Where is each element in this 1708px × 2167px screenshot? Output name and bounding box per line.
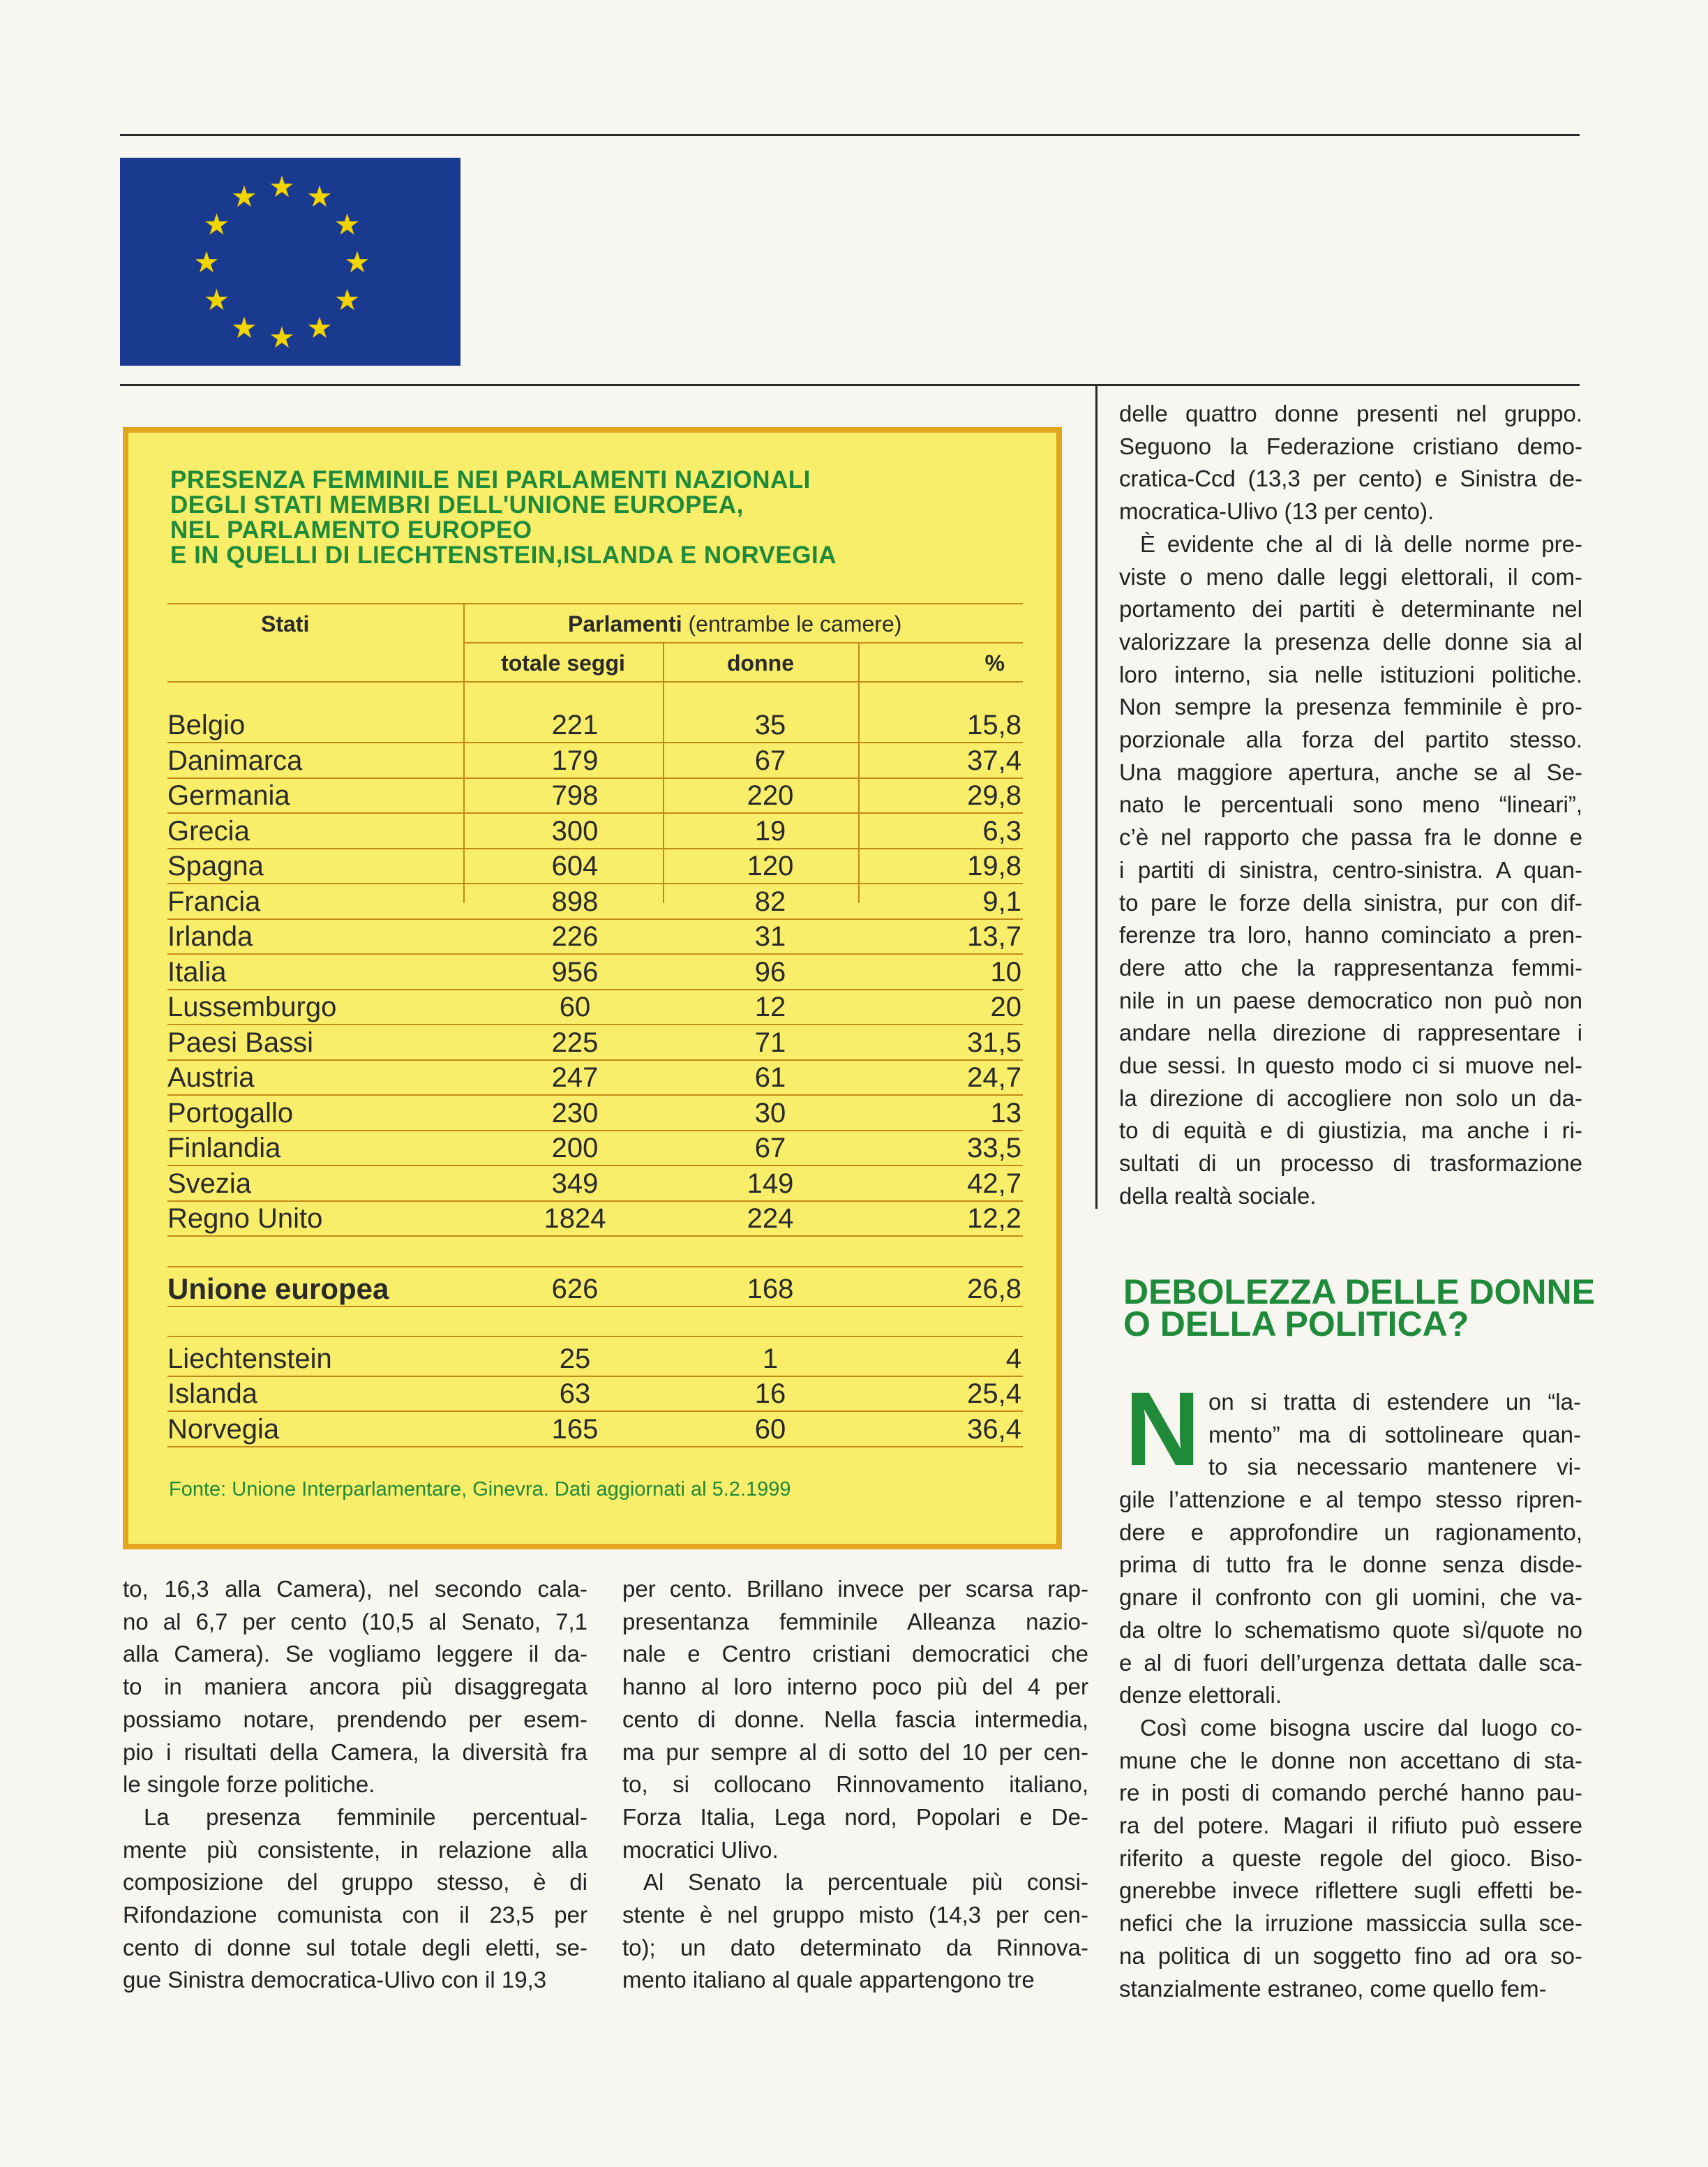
- table-title: [170, 468, 1028, 568]
- text-line: on si tratta di estendere un “la-: [1208, 1389, 1581, 1415]
- table-cell-pct: 20: [990, 992, 1021, 1022]
- table-cell-pct: 13: [990, 1097, 1021, 1129]
- header-parlamenti-note: (entrambe le camere): [688, 611, 902, 636]
- table-cell-pct: 4: [1005, 1343, 1021, 1374]
- text-line: ferenze tra loro, hanno cominciato a pren-: [1119, 922, 1582, 948]
- drop-cap-paragraph: [1208, 1386, 1581, 1484]
- table-title-line: E IN QUELLI DI LIECHTENSTEIN,ISLANDA E NORVEGIA: [170, 542, 837, 569]
- table-cell-donne: 168: [747, 1273, 794, 1304]
- text-line: Così come bisogna uscire dal luogo co-: [1140, 1714, 1582, 1741]
- table-rule: [463, 642, 1023, 643]
- table-cell-donne: 60: [754, 1413, 786, 1445]
- table-row: [128, 919, 1056, 954]
- table-cell-seggi: 63: [559, 1378, 591, 1409]
- table-row: [128, 1025, 1056, 1060]
- table-title-line: DEGLI STATI MEMBRI DELL'UNIONE EUROPEA,: [170, 491, 744, 519]
- table-title-line: NEL PARLAMENTO EUROPEO: [170, 516, 532, 544]
- table-cell-seggi: 247: [551, 1062, 599, 1093]
- table-cell-pct: 9,1: [982, 886, 1021, 917]
- text-line: to); un dato determinato da Rinnova-: [622, 1934, 1088, 1960]
- header-percent: %: [984, 650, 1005, 676]
- text-line: valorizzare la presenza delle donne sia al: [1119, 628, 1582, 655]
- table-cell-donne: 120: [747, 851, 794, 881]
- table-cell-stato: Svezia: [167, 1168, 252, 1199]
- table-cell-stato: Unione europea: [167, 1272, 389, 1305]
- article-column-3-bottom: [1119, 1484, 1582, 2005]
- table-row-rule: [167, 1446, 1023, 1447]
- text-line: composizione del gruppo stesso, è di: [123, 1869, 587, 1896]
- table-cell-pct: 19,8: [967, 851, 1021, 881]
- section-rule: [120, 384, 1580, 386]
- text-line: hanno al loro interno poco più del 4 per: [622, 1674, 1088, 1700]
- text-line: cento di donne. Nella fascia intermedia,: [622, 1706, 1088, 1732]
- text-line: due sessi. In questo modo ci si muove nel-: [1119, 1052, 1582, 1079]
- text-line: stanzialmente estraneo, come quello fem-: [1119, 1975, 1547, 2002]
- text-line: riferito a queste regole del gioco. Biso-: [1119, 1845, 1582, 1871]
- flag-star-icon: ★: [344, 246, 370, 278]
- table-cell-stato: Grecia: [167, 815, 250, 847]
- flag-star-icon: ★: [306, 180, 333, 214]
- flag-star-icon: ★: [334, 283, 361, 316]
- text-line: dere e approfondire un ragionamento,: [1119, 1519, 1582, 1545]
- table-cell-pct: 6,3: [982, 815, 1021, 847]
- table-cell-seggi: 604: [551, 851, 599, 881]
- text-line: sultati di un processo di trasformazione: [1119, 1150, 1582, 1177]
- flag-star-icon: ★: [193, 246, 220, 278]
- table-cell-donne: 16: [754, 1378, 786, 1409]
- text-line: dere atto che la rappresentanza femmi-: [1119, 954, 1582, 981]
- table-cell-seggi: 226: [551, 921, 599, 952]
- text-line: to sia necessario mantenere vi-: [1208, 1454, 1581, 1480]
- table-cell-stato: Spagna: [167, 851, 264, 881]
- table-row: [128, 955, 1056, 990]
- text-line: mente più consistente, in relazione alla: [123, 1836, 587, 1863]
- text-line: pio i risultati della Camera, la diversità fra: [123, 1738, 587, 1765]
- table-row-rule: [167, 1336, 1023, 1337]
- table-cell-donne: 67: [754, 745, 786, 776]
- table-row: [128, 814, 1056, 849]
- table-cell-stato: Germania: [167, 780, 290, 811]
- table-row: [128, 1341, 1056, 1376]
- table-cell-stato: Austria: [167, 1062, 255, 1093]
- text-line: gile l’attenzione e al tempo stesso ripren-: [1119, 1487, 1582, 1512]
- text-line: nato le percentuali sono meno “lineari”,: [1119, 791, 1582, 818]
- flag-star-icon: ★: [306, 311, 333, 344]
- table-cell-donne: 1: [762, 1343, 779, 1374]
- text-line: per cento. Brillano invece per scarsa rap-: [622, 1576, 1088, 1602]
- text-line: mento italiano al quale appartengono tre: [622, 1967, 1035, 1993]
- table-cell-donne: 71: [754, 1027, 786, 1058]
- text-line: ra del potere. Magari il rifiuto può essere: [1119, 1812, 1582, 1839]
- table-row: [128, 708, 1056, 743]
- table-row: [128, 1096, 1056, 1131]
- table-rule: [167, 603, 1023, 604]
- text-line: mocratica-Ulivo (13 per cento).: [1119, 498, 1434, 525]
- table-row-rule: [167, 1306, 1023, 1307]
- text-line: portamento dei partiti è determinante nel: [1119, 596, 1582, 623]
- table-cell-seggi: 349: [551, 1168, 599, 1199]
- table-cell-stato: Danimarca: [167, 745, 303, 776]
- table-cell-seggi: 898: [551, 886, 599, 917]
- table-cell-stato: Islanda: [167, 1378, 257, 1409]
- eu-flag: [120, 158, 460, 366]
- table-cell-pct: 26,8: [967, 1273, 1021, 1304]
- table-cell-pct: 29,8: [967, 780, 1021, 811]
- text-line: andare nella direzione di rappresentare i: [1119, 1020, 1582, 1046]
- table-cell-donne: 19: [754, 815, 786, 847]
- article-column-2: [622, 1573, 1088, 1997]
- table-cell-pct: 33,5: [967, 1133, 1021, 1163]
- header-totale-seggi: totale seggi: [501, 650, 625, 676]
- table-cell-stato: Italia: [167, 956, 227, 988]
- table-cell-donne: 31: [754, 921, 786, 952]
- table-row-rule: [167, 1266, 1023, 1267]
- table-cell-seggi: 300: [551, 815, 599, 847]
- text-line: to, si collocano Rinnovamento italiano,: [622, 1771, 1088, 1798]
- table-title-line: PRESENZA FEMMINILE NEI PARLAMENTI NAZIONALI: [170, 466, 811, 493]
- text-line: Una maggiore apertura, anche se al Se-: [1119, 759, 1582, 785]
- table-cell-donne: 149: [747, 1168, 794, 1199]
- table-cell-pct: 42,7: [967, 1168, 1021, 1199]
- text-line: Non sempre la presenza femminile è pro-: [1119, 694, 1582, 720]
- text-line: gnare il confronto con gli uomini, che va-: [1119, 1584, 1582, 1611]
- table-row: [128, 1201, 1056, 1236]
- table-cell-pct: 31,5: [967, 1027, 1021, 1058]
- table-cell-pct: 15,8: [967, 710, 1021, 740]
- table-cell-stato: Portogallo: [167, 1097, 294, 1129]
- flag-star-icon: ★: [334, 208, 361, 241]
- text-line: viste o meno dalle leggi elettorali, il com-: [1119, 563, 1582, 590]
- text-line: mune che le donne non accettano di sta-: [1119, 1747, 1582, 1773]
- section-heading: [1123, 1272, 1595, 1343]
- table-cell-seggi: 1824: [544, 1203, 606, 1234]
- text-line: porzionale alla forza del partito stesso.: [1119, 727, 1582, 753]
- article-column-1: [123, 1573, 587, 1997]
- header-parlamenti: Parlamenti (entrambe le camere): [568, 611, 902, 636]
- table-cell-seggi: 25: [559, 1343, 591, 1374]
- text-line: Rifondazione comunista con il 23,5 per: [123, 1902, 587, 1928]
- text-line: È evidente che al di là delle norme pre-: [1140, 530, 1582, 557]
- table-row: [128, 1412, 1056, 1447]
- table-row: [128, 1166, 1056, 1201]
- table-cell-stato: Lussemburgo: [167, 992, 337, 1022]
- text-line: gue Sinistra democratica-Ulivo con il 19,3: [123, 1967, 547, 1993]
- table-cell-pct: 10: [990, 956, 1021, 988]
- text-line: Forza Italia, Lega nord, Popolari e De-: [622, 1803, 1088, 1830]
- table-cell-stato: Norvegia: [167, 1413, 280, 1445]
- text-line: re in posti di comando perché hanno pau-: [1119, 1780, 1582, 1806]
- text-line: da oltre lo schematismo quote sì/quote no: [1119, 1616, 1582, 1643]
- text-line: no al 6,7 per cento (10,5 al Senato, 7,1: [123, 1608, 587, 1634]
- text-line: le singole forze politiche.: [123, 1771, 375, 1798]
- table-cell-pct: 37,4: [967, 745, 1021, 776]
- top-rule: [120, 134, 1580, 136]
- table-cell-stato: Belgio: [167, 710, 246, 740]
- text-line: to di equità e di giustizia, ma anche i ri-: [1119, 1117, 1582, 1144]
- text-line: mento” ma di sottolineare quan-: [1208, 1421, 1581, 1447]
- flag-star-icon: ★: [269, 321, 295, 354]
- table-cell-stato: Regno Unito: [167, 1203, 323, 1234]
- table-cell-donne: 61: [754, 1062, 786, 1093]
- section-heading-line: O DELLA POLITICA?: [1123, 1304, 1469, 1343]
- text-line: cento di donne sul totale degli eletti, se-: [123, 1934, 587, 1960]
- table-cell-seggi: 626: [551, 1273, 599, 1304]
- table-cell-pct: 24,7: [967, 1062, 1021, 1093]
- text-line: denze elettorali.: [1119, 1682, 1282, 1708]
- table-row: [128, 1131, 1056, 1166]
- flag-star-icon: ★: [231, 311, 257, 344]
- flag-star-icon: ★: [203, 283, 230, 316]
- table-cell-donne: 67: [754, 1133, 786, 1163]
- table-cell-seggi: 165: [551, 1413, 599, 1445]
- text-line: della realtà sociale.: [1119, 1182, 1317, 1209]
- article-column-3-top: [1119, 398, 1582, 1213]
- table-cell-stato: Paesi Bassi: [167, 1027, 313, 1058]
- text-line: La presenza femminile percentual-: [144, 1803, 587, 1830]
- text-line: na politica di un soggetto fino ad ora so-: [1119, 1942, 1582, 1969]
- text-line: presentanza femminile Alleanza nazio-: [622, 1608, 1088, 1634]
- table-row: [128, 778, 1056, 813]
- table-cell-donne: 12: [754, 992, 786, 1022]
- flag-star-icon: ★: [231, 180, 257, 214]
- table-cell-donne: 220: [747, 780, 794, 811]
- table-cell-pct: 12,2: [967, 1203, 1021, 1234]
- table-cell-donne: 35: [754, 710, 786, 740]
- text-line: nale e Centro cristiani democratici che: [622, 1641, 1088, 1667]
- table-cell-stato: Irlanda: [167, 921, 253, 952]
- table-row: [128, 743, 1056, 778]
- table-cell-seggi: 179: [551, 745, 599, 776]
- table-cell-stato: Finlandia: [167, 1133, 281, 1163]
- table-cell-donne: 30: [754, 1097, 786, 1129]
- table-cell-seggi: 956: [551, 956, 599, 988]
- table-cell-seggi: 225: [551, 1027, 599, 1058]
- text-line: loro interno, sia nelle istituzioni politiche.: [1119, 661, 1582, 687]
- text-line: to, 16,3 alla Camera), nel secondo cala-: [123, 1576, 587, 1602]
- text-line: stente è nel gruppo misto (14,3 per cen-: [622, 1902, 1088, 1928]
- table-row: [128, 1376, 1056, 1411]
- text-line: alla Camera). Se vogliamo leggere il da-: [123, 1641, 587, 1667]
- table-cell-stato: Liechtenstein: [167, 1343, 332, 1374]
- column-divider: [1095, 385, 1098, 1209]
- table-cell-donne: 224: [747, 1203, 794, 1234]
- text-line: nefici che la irruzione massiccia sulla sce-: [1119, 1910, 1582, 1937]
- text-line: delle quattro donne presenti nel gruppo.: [1119, 401, 1582, 426]
- table-cell-seggi: 798: [551, 780, 599, 811]
- table-cell-pct: 36,4: [967, 1413, 1021, 1445]
- table-rule: [167, 681, 1023, 683]
- table-cell-seggi: 221: [551, 710, 599, 740]
- table-cell-seggi: 200: [551, 1133, 599, 1163]
- text-line: possiamo notare, prendendo per esem-: [123, 1706, 587, 1732]
- text-line: to in maniera ancora più disaggregata: [123, 1674, 587, 1700]
- text-line: nile in un paese democratico non può non: [1119, 987, 1582, 1013]
- header-stati: Stati: [261, 611, 310, 636]
- text-line: e al di fuori dell’urgenza dettata dalle sca-: [1119, 1649, 1582, 1676]
- flag-star-icon: ★: [203, 208, 230, 241]
- text-line: c’è nel rapporto che passa fra le donne e: [1119, 824, 1582, 851]
- text-line: Al Senato la percentuale più consi-: [643, 1869, 1088, 1896]
- text-line: mocratici Ulivo.: [622, 1836, 779, 1863]
- table-row: [128, 990, 1056, 1025]
- table-cell-stato: Francia: [167, 886, 261, 917]
- section-heading-line: DEBOLEZZA DELLE DONNE: [1123, 1272, 1595, 1311]
- table-source: Fonte: Unione Interparlamentare, Ginevra. Dati aggiornati al 5.2.1999: [169, 1478, 791, 1500]
- table-cell-donne: 82: [754, 886, 786, 917]
- text-line: i partiti di sinistra, centro-sinistra. A quan-: [1119, 856, 1582, 883]
- table-cell-seggi: 60: [559, 992, 591, 1022]
- table-cell-pct: 13,7: [967, 921, 1021, 952]
- table-row: [128, 1060, 1056, 1095]
- table-cell-donne: 96: [754, 956, 786, 988]
- table-row: [128, 849, 1056, 884]
- header-donne: donne: [727, 650, 794, 676]
- drop-cap: N: [1125, 1370, 1201, 1487]
- table-cell-pct: 25,4: [967, 1378, 1021, 1409]
- table-cell-seggi: 230: [551, 1097, 599, 1129]
- table-row: [128, 884, 1056, 919]
- text-line: prima di tutto fra le donne senza disde-: [1119, 1551, 1582, 1578]
- text-line: to pare le forze della sinistra, pur con dif-: [1119, 889, 1582, 916]
- text-line: ma pur sempre al di sotto del 10 per cen-: [622, 1738, 1088, 1765]
- flag-star-icon: ★: [269, 170, 295, 203]
- table-row-eu: [128, 1272, 1056, 1306]
- table-row-rule: [167, 1235, 1023, 1237]
- text-line: cratica-Ccd (13,3 per cento) e Sinistra de-: [1119, 466, 1582, 492]
- text-line: la direzione di accogliere non solo un da-: [1119, 1085, 1582, 1111]
- text-line: Seguono la Federazione cristiano demo-: [1119, 433, 1582, 459]
- text-line: gnerebbe invece riflettere sugli effetti be-: [1119, 1877, 1582, 1904]
- statistics-table-box: [123, 427, 1062, 1549]
